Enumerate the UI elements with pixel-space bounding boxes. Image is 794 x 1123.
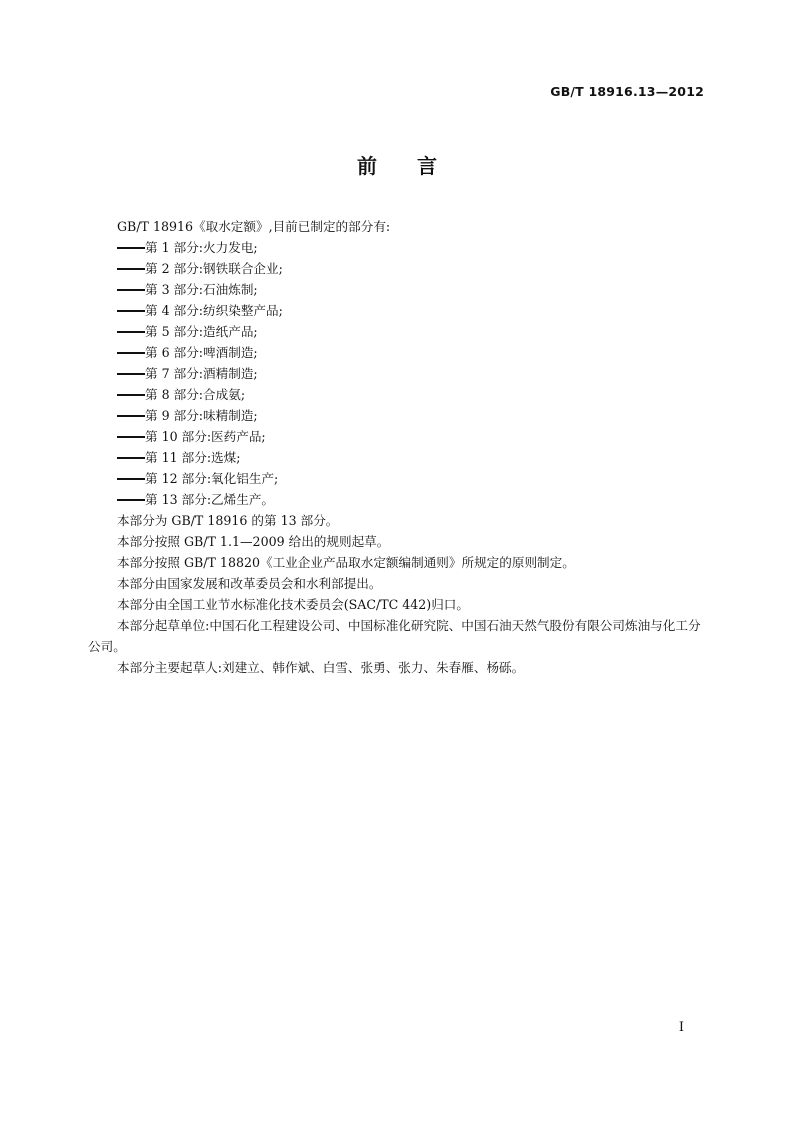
paragraph-drafting-rules: 本部分按照 GB/T 1.1—2009 给出的规则起草。 [117, 534, 390, 549]
page-number: I [678, 1020, 684, 1035]
list-item: 第 6 部分:啤酒制造; [88, 342, 708, 363]
list-item: 第 4 部分:纺织染整产品; [88, 300, 708, 321]
paragraph-drafters: 本部分主要起草人:刘建立、韩作斌、白雪、张勇、张力、朱春雁、杨砾。 [117, 660, 525, 675]
dash-icon [117, 289, 145, 291]
intro-paragraph: GB/T 18916《取水定额》,目前已制定的部分有: [117, 219, 391, 234]
list-item: 第 3 部分:石油炼制; [88, 279, 708, 300]
list-item: 第 7 部分:酒精制造; [88, 363, 708, 384]
dash-icon [117, 247, 145, 249]
dash-icon [117, 436, 145, 438]
parts-list [88, 237, 708, 510]
dash-icon [117, 457, 145, 459]
dash-icon [117, 478, 145, 480]
dash-icon [117, 310, 145, 312]
dash-icon [117, 331, 145, 333]
page-title: 前 言 [357, 154, 437, 178]
foreword-body [88, 216, 708, 678]
list-item: 第 2 部分:钢铁联合企业; [88, 258, 708, 279]
paragraph-drafting-units: 本部分起草单位:中国石化工程建设公司、中国标准化研究院、中国石油天然气股份有限公司炼油与化工分公司。 [88, 618, 701, 654]
paragraph-technical-committee: 本部分由全国工业节水标准化技术委员会(SAC/TC 442)归口。 [117, 597, 469, 612]
list-item: 第 12 部分:氧化铝生产; [88, 468, 708, 489]
list-item: 第 11 部分:选煤; [88, 447, 708, 468]
list-item: 第 9 部分:味精制造; [88, 405, 708, 426]
list-item: 第 8 部分:合成氨; [88, 384, 708, 405]
dash-icon [117, 499, 145, 501]
list-item: 第 1 部分:火力发电; [88, 237, 708, 258]
list-item: 第 10 部分:医药产品; [88, 426, 708, 447]
dash-icon [117, 415, 145, 417]
paragraph-part-number: 本部分为 GB/T 18916 的第 13 部分。 [117, 513, 339, 528]
list-item: 第 13 部分:乙烯生产。 [88, 489, 708, 510]
dash-icon [117, 352, 145, 354]
list-item: 第 5 部分:造纸产品; [88, 321, 708, 342]
paragraph-proposed-by: 本部分由国家发展和改革委员会和水利部提出。 [117, 576, 382, 591]
dash-icon [117, 268, 145, 270]
standard-code: GB/T 18916.13—2012 [550, 84, 704, 99]
dash-icon [117, 394, 145, 396]
dash-icon [117, 373, 145, 375]
paragraph-principles: 本部分按照 GB/T 18820《工业企业产品取水定额编制通则》所规定的原则制定。 [117, 555, 575, 570]
